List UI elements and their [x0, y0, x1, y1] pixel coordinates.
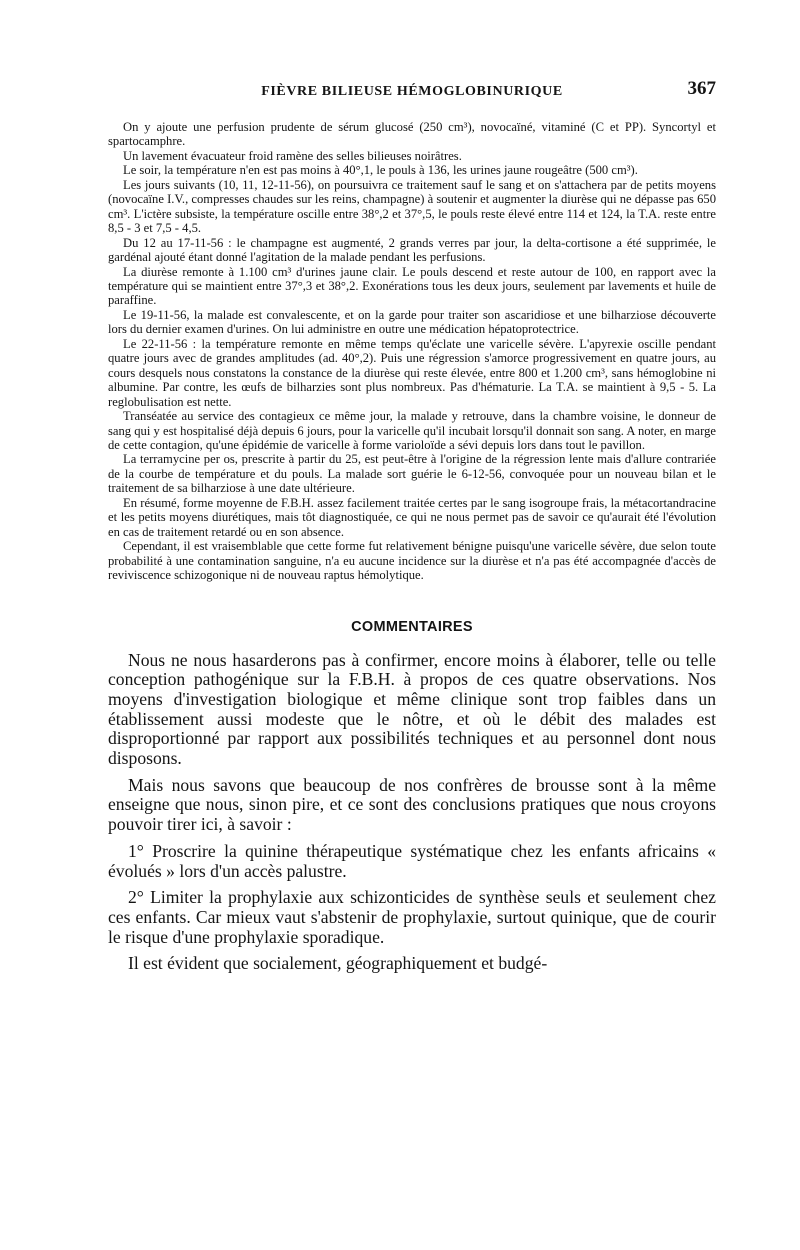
- case-report-text: [108, 120, 716, 583]
- commentary-paragraph: Nous ne nous hasarderons pas à confirmer, encore moins à élaborer, telle ou telle conception pathogénique sur la F.B.H. à propos de ces quatre observations. Nos moyens d'investigation biologique et même clinique sont trop faibles dans un établissement aussi modeste que le nôtre, et où le débit des malades est disproportionné par rapport aux possibilités techniques et au personnel dont nous disposons.: [108, 649, 716, 769]
- section-heading-commentaires: COMMENTAIRES: [351, 618, 473, 635]
- case-paragraph: Cependant, il est vraisemblable que cette forme fut relativement bénigne puisqu'une varicelle sévère, due selon toute probabilité à une contamination sanguine, n'a eu aucune incidence sur la diurèse et n'a pas été accompagnée d'accès de reviviscence schizogonique ni de nouveau raptus hémolytique.: [108, 539, 716, 583]
- running-header: [108, 72, 716, 106]
- commentary-text: [108, 651, 716, 975]
- case-paragraph: La diurèse remonte à 1.100 cm³ d'urines jaune clair. Le pouls descend et reste autour de 100, en rapport avec la température qui se maintient entre 37°,3 et 38°,2. Exonérations tous les deux jours, seulement par lavements et huile de paraffine.: [108, 264, 716, 308]
- case-paragraph: Le 19-11-56, la malade est convalescente, et on la garde pour traiter son ascaridiose et une bilharziose découverte lors du dernier examen d'urines. On lui administre en outre une médication hépatoprotectrice.: [108, 307, 716, 337]
- case-paragraph: Transéatée au service des contagieux ce même jour, la malade y retrouve, dans la chambre voisine, le donneur de sang qui y est hospitalisé déjà depuis 6 jours, pour la varicelle qu'il incubait lorsqu'il donnait son sang. A noter, en marge de cette contagion, qu'une épidémie de varicelle à forme varioloïde a sévi depuis lors dans tout le pavillon.: [108, 409, 716, 452]
- running-title: FIÈVRE BILIEUSE HÉMOGLOBINURIQUE: [261, 84, 563, 99]
- page-number: 367: [687, 78, 716, 99]
- document-page: [108, 72, 716, 974]
- case-paragraph: Le soir, la température n'en est pas moins à 40°,1, le pouls à 136, les urines jaune rougeâtre (500 cm³).: [123, 163, 638, 178]
- commentary-paragraph: Mais nous savons que beaucoup de nos confrères de brousse sont à la même enseigne que nous, sinon pire, et ce sont des conclusions pratiques que nous croyons pouvoir tirer ici, à savoir :: [108, 774, 716, 835]
- case-paragraph: Les jours suivants (10, 11, 12-11-56), on poursuivra ce traitement sauf le sang et on s'attachera par de petits moyens (novocaïne I.V., compresses chaudes sur les reins, champagne) à soutenir et augmenter la diurèse qui ne dépasse pas 650 cm³. L'ictère subsiste, la température oscille entre 38°,2 et 37°,5, le pouls reste élevé entre 114 et 124, la T.A. reste entre 8,5 - 3 et 7,5 - 4,5.: [108, 177, 716, 236]
- commentary-paragraph: Il est évident que socialement, géographiquement et budgé-: [128, 953, 548, 974]
- case-paragraph: Du 12 au 17-11-56 : le champagne est augmenté, 2 grands verres par jour, la delta-cortisone a été supprimée, le gardénal ajouté étant donné l'agitation de la malade pendant les perfusions.: [108, 235, 716, 265]
- case-paragraph: On y ajoute une perfusion prudente de sérum glucosé (250 cm³), novocaïné, vitaminé (C et PP). Syncortyl et spartocamphre.: [108, 120, 716, 149]
- case-paragraph: Un lavement évacuateur froid ramène des selles bilieuses noirâtres.: [123, 148, 462, 163]
- commentary-paragraph: 1° Proscrire la quinine thérapeutique systématique chez les enfants africains « évolués » lors d'un accès palustre.: [108, 840, 716, 881]
- case-paragraph: Le 22-11-56 : la température remonte en même temps qu'éclate une varicelle sévère. L'apyrexie oscille pendant quatre jours avec de grandes amplitudes (ad. 40°,2). Puis une régression s'amorce progressivement en quatre jours, au cours desquels nous constatons la constance de la diurèse qui reste élevée, entre 800 et 1.200 cm³, sans hémoglobine ni albumine. Par contre, les œufs de bilharzies sont plus nombreux. Pas d'hématurie. La T.A. se maintient à 9,5 - 5. La reglobulisation est nette.: [108, 336, 716, 409]
- case-paragraph: En résumé, forme moyenne de F.B.H. assez facilement traitée certes par le sang isogroupe frais, la métacortandracine et les petits moyens diurétiques, mais tôt diagnostiquée, ce qui ne nous permet pas de savoir ce qu'aurait été l'évolution en cas de traitement retardé ou en son absence.: [108, 495, 716, 539]
- case-paragraph: La terramycine per os, prescrite à partir du 25, est peut-être à l'origine de la régression lente mais d'allure contrariée de la courbe de température et du pouls. La malade sort guérie le 6-12-56, convoquée pour un nouveau bilan et le traitement de sa bilharziose à une date ultérieure.: [108, 452, 716, 496]
- commentary-paragraph: 2° Limiter la prophylaxie aux schizonticides de synthèse seuls et seulement chez ces enfants. Car mieux vaut s'abstenir de prophylaxie, surtout quinique, que de courir le risque d'une prophylaxie sporadique.: [108, 887, 716, 947]
